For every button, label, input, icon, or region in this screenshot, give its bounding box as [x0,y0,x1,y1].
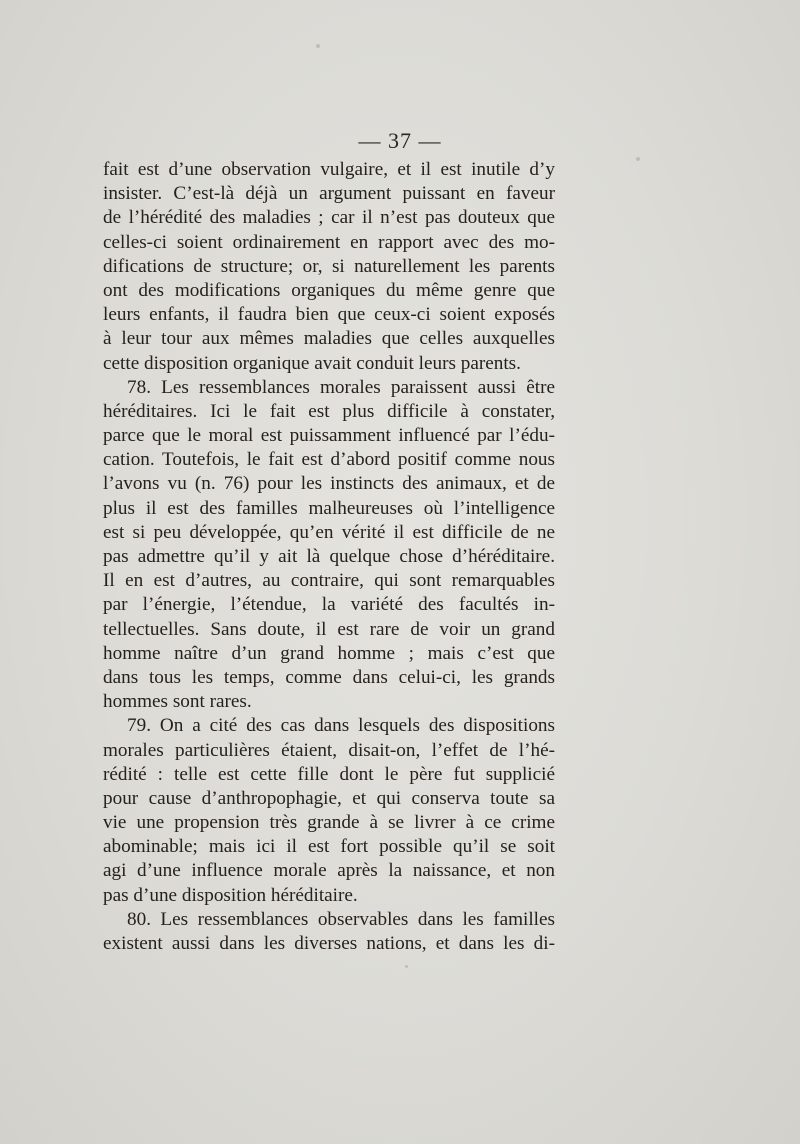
text-line: héréditaires. Ici le fait est plus difficile à constater, [103,400,555,422]
text-line: plus il est des familles malheureuses où l’intelligence [103,497,555,519]
text-line: morales particulières étaient, disait-on, l’effet de l’hé- [103,739,555,761]
text-line: 79. On a cité des cas dans lesquels des dispositions [127,715,555,737]
text-line: pas admettre qu’il y ait là quelque chose d’héréditaire. [103,546,555,567]
paper-speck [636,157,640,161]
text-line: pas d’une disposition héréditaire. [103,884,358,906]
text-line: par l’énergie, l’étendue, la variété des facultés in- [103,594,555,616]
text-line: 80. Les ressemblances observables dans les familles [127,908,555,930]
paper-speck [316,44,320,48]
text-line: celles-ci soient ordinairement en rapport avec des mo- [103,231,555,253]
text-line: fait est d’une observation vulgaire, et il est inutile d’y [103,159,555,180]
text-line: existent aussi dans les diverses nations, et dans les di- [103,933,555,954]
page-number-header: — 37 — [358,128,442,153]
text-line: cette disposition organique avait conduit leurs parents. [103,352,521,374]
text-line: leurs enfants, il faudra bien que ceux-ci soient exposés [103,304,555,326]
text-line: tellectuelles. Sans doute, il est rare de voir un grand [103,618,555,640]
text-line: dans tous les temps, comme dans celui-ci, les grands [103,666,555,688]
text-line: insister. C’est-là déjà un argument puissant en faveur [103,183,555,205]
text-line: 78. Les ressemblances morales paraissent aussi être [127,376,555,398]
text-line: Il en est d’autres, au contraire, qui sont remarquables [103,570,555,592]
text-line: vie une propension très grande à se livrer à ce crime [103,812,555,834]
text-line: rédité : telle est cette fille dont le père fut supplicié [103,763,555,785]
text-line: abominable; mais ici il est fort possible qu’il se soit [103,836,555,858]
text-line: parce que le moral est puissamment influencé par l’édu- [103,425,555,447]
text-line: difications de structure; or, si naturellement les parents [103,255,555,277]
text-line: est si peu développée, qu’en vérité il est difficile de ne [103,521,555,543]
text-line: à leur tour aux mêmes maladies que celles auxquelles [103,328,555,350]
text-line: pour cause d’anthropophagie, et qui conserva toute sa [103,787,555,809]
body-text [103,158,555,956]
text-line: de l’hérédité des maladies ; car il n’est pas douteux que [103,207,555,229]
paper-speck [405,965,408,968]
text-line: ont des modifications organiques du même genre que [103,279,555,301]
text-line: hommes sont rares. [103,691,252,713]
text-line: agi d’une influence morale après la naissance, et non [103,860,555,882]
text-line: homme naître d’un grand homme ; mais c’est que [103,642,555,664]
text-line: cation. Toutefois, le fait est d’abord positif comme nous [103,449,555,471]
text-line: l’avons vu (n. 76) pour les instincts des animaux, et de [103,473,555,495]
